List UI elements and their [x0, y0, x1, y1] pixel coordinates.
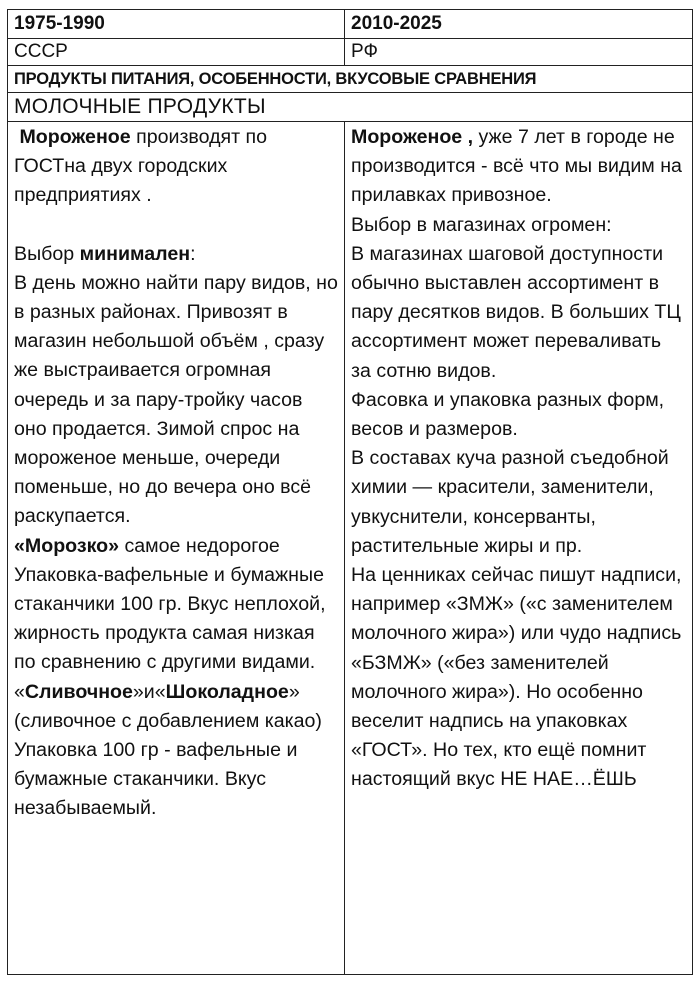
left-paragraph-4	[14, 532, 338, 678]
left-paragraph-1	[14, 123, 338, 211]
country-right: РФ	[345, 39, 693, 66]
period-left: 1975-1990	[8, 10, 345, 39]
left-p1-text: производят по ГОСТна двух городских предприятиях .	[14, 126, 268, 207]
right-paragraph-1	[351, 123, 686, 211]
left-p5-bold-1: Сливочное	[24, 680, 133, 703]
right-paragraph-5: В составах куча разной съедобной химии — красители, заменители, увкуснители, консерванты, растительные жиры и пр.	[351, 447, 669, 557]
left-p1-bold: Мороженое	[19, 126, 131, 148]
right-paragraph-4: Фасовка и упаковка разных форм, весов и размеров.	[351, 388, 665, 441]
left-p2-lead: Выбор	[14, 242, 80, 265]
country-row	[8, 39, 693, 66]
left-column-text	[8, 122, 345, 975]
right-paragraph-2: Выбор в магазинах огромен:	[351, 213, 612, 236]
left-p5-mid: »и«	[132, 680, 166, 703]
right-p1-bold: Мороженое ,	[351, 126, 474, 148]
left-p4-bold: «Морозко»	[14, 534, 120, 557]
comparison-table	[7, 9, 693, 975]
right-paragraph-6: На ценниках сейчас пишут надписи, например «ЗМЖ» («с заменителем молочного жира») или чудо надпись «БЗМЖ» («без заменителей молочного жира»). Но особенно веселит надпись на упаковках «ГОСТ». Но тех, кто ещё помнит настоящий вкус НЕ НАЕ…ЁШЬ	[351, 564, 682, 791]
country-left: СССР	[8, 39, 345, 66]
content-row	[8, 122, 693, 975]
period-right: 2010-2025	[345, 10, 693, 39]
period-header-row	[8, 10, 693, 39]
left-p2-tail: :	[190, 242, 196, 265]
left-p4-text: самое недорогое Упаковка-вафельные и бумажные стаканчики 100 гр. Вкус неплохой, жирность продукта самая низкая по сравнению с другими видами.	[14, 534, 326, 674]
section-title: ПРОДУКТЫ ПИТАНИЯ, ОСОБЕННОСТИ, ВКУСОВЫЕ СРАВНЕНИЯ	[8, 66, 693, 93]
left-p2-bold: минимален	[79, 242, 191, 265]
left-p5-quote-close: »	[288, 680, 300, 703]
right-p1-text: уже 7 лет в городе не производится - всё что мы видим на прилавках привозное.	[351, 126, 682, 207]
left-p5-text: (сливочное с добавлением какао) Упаковка 100 гр - вафельные и бумажные стаканчики. Вкус незабываемый.	[14, 709, 322, 820]
right-paragraph-3: В магазинах шаговой доступности обычно выставлен ассортимент в пару десятков видов. В больших ТЦ ассортимент может переваливать за сотню видов.	[351, 242, 681, 382]
left-paragraph-5	[14, 678, 338, 824]
left-p5-bold-2: Шоколадное	[165, 680, 289, 703]
right-column-text	[345, 122, 693, 975]
section-title-row	[8, 66, 693, 93]
subsection-title: МОЛОЧНЫЕ ПРОДУКТЫ	[8, 93, 693, 122]
subsection-title-row	[8, 93, 693, 122]
left-paragraph-3: В день можно найти пару видов, но в разных районах. Привозят в магазин небольшой объём , сразу же выстраивается огромная очередь и за пару-тройку часов оно продается. Зимой спрос на мороженое меньше, очереди поменьше, но до вечера оно всё раскупается.	[14, 271, 338, 528]
left-paragraph-2	[14, 240, 338, 269]
blank-line	[14, 211, 338, 240]
left-p5-quote-open: «	[14, 680, 25, 703]
